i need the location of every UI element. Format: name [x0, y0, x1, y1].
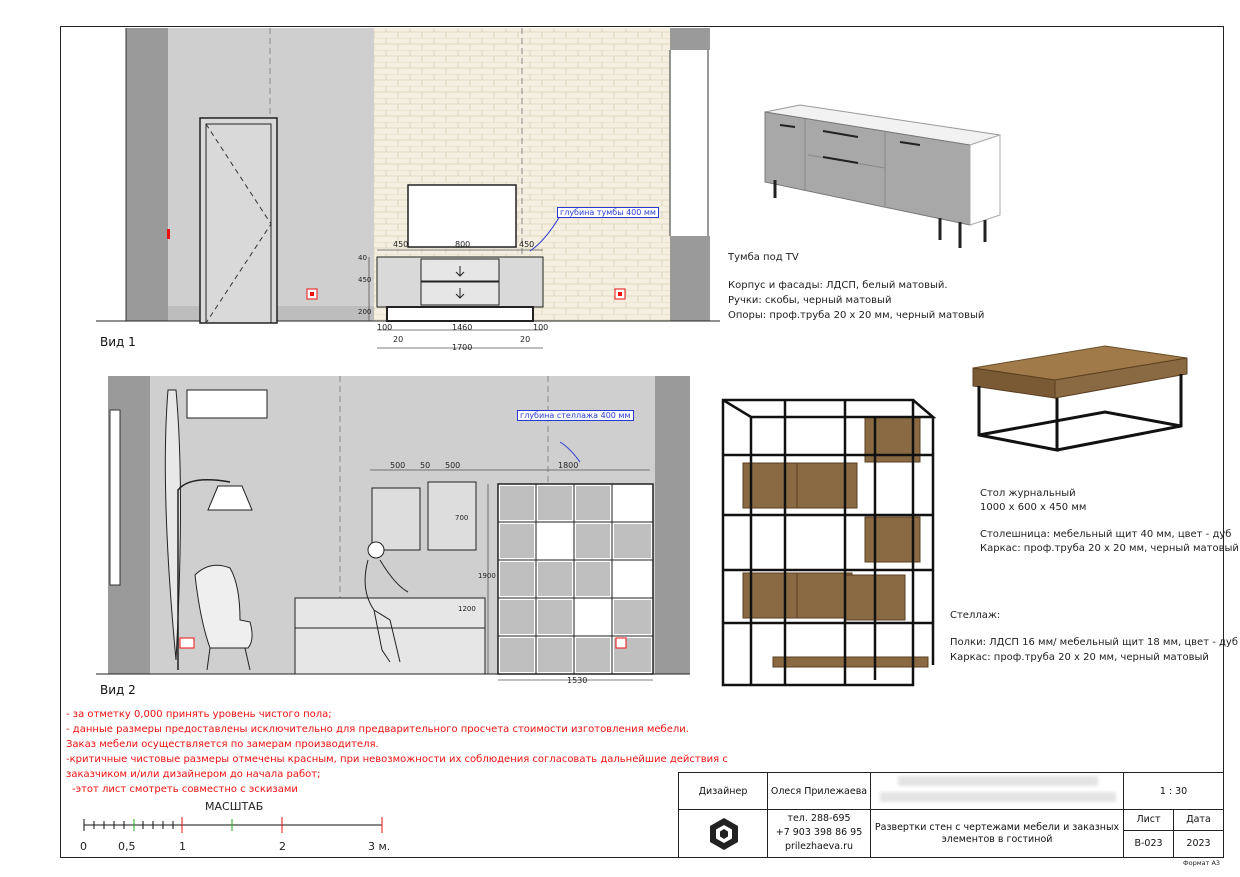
sheet-label: Лист	[1136, 814, 1161, 825]
tv-stand-title: Тумба под TV	[728, 252, 799, 263]
rack-depth-note: глубина стеллажа 400 мм	[517, 410, 634, 421]
designer-name: Олеся Прилежаева	[770, 786, 868, 797]
view-1-label: Вид 1	[100, 335, 136, 349]
dim-800: 800	[455, 240, 471, 249]
dim-1900: 1900	[478, 572, 496, 580]
elevation-view-1	[90, 26, 730, 356]
rack-illustration	[715, 395, 945, 690]
note-2: - данные размеры предоставлены исключительно для предварительного просчета стоимости изготовления мебели.	[66, 724, 689, 735]
tv-stand-line-1: Корпус и фасады: ЛДСП, белый матовый.	[728, 280, 948, 291]
sheet-title: Развертки стен с чертежами мебели и заказных элементов в гостиной	[874, 822, 1120, 845]
view-2-label: Вид 2	[100, 683, 136, 697]
phone-1: тел. 288-695	[787, 813, 851, 824]
rack-title: Стеллаж:	[950, 610, 1001, 621]
tv-stand-line-2: Ручки: скобы, черный матовый	[728, 295, 892, 306]
note-4: -критичные чистовые размеры отмечены красным, при невозможности их соблюдения согласовать дальнейшие действия с	[66, 754, 728, 765]
dim-20-right: 20	[520, 335, 531, 344]
note-1: - за отметку 0,000 принять уровень чистого пола;	[66, 709, 332, 720]
coffee-table-title: Стол журнальный	[980, 488, 1076, 499]
paper-format: Формат А3	[1183, 859, 1221, 867]
dim-450-vertical: 450	[358, 276, 372, 284]
blurred-address	[880, 792, 1116, 802]
scale-tick-0: 0	[80, 840, 87, 853]
year: 2023	[1186, 838, 1211, 849]
scale-tick-1: 1	[179, 840, 186, 853]
dim-1700: 1700	[452, 343, 473, 352]
scale-bar	[80, 815, 390, 837]
dim-200: 200	[358, 308, 372, 316]
note-6: -этот лист смотреть совместно с эскизами	[72, 784, 298, 795]
scale-value: 1 : 30	[1159, 786, 1188, 797]
blurred-address	[898, 776, 1098, 786]
designer-label: Дизайнер	[698, 786, 748, 797]
dim-50: 50	[420, 461, 431, 470]
dim-1800: 1800	[558, 461, 579, 470]
sheet-number: В-023	[1134, 838, 1163, 849]
website: prilezhaeva.ru	[784, 841, 854, 852]
coffee-table-line-2: Каркас: проф.труба 20 х 20 мм, черный матовый	[980, 543, 1239, 554]
rack-line-1: Полки: ЛДСП 16 мм/ мебельный щит 18 мм, цвет - дуб	[950, 637, 1238, 648]
tv-depth-note: глубина тумбы 400 мм	[557, 207, 659, 218]
scale-bar-title: МАСШТАБ	[205, 800, 264, 813]
scale-tick-3: 3 м.	[368, 840, 391, 853]
rack-line-2: Каркас: проф.труба 20 х 20 мм, черный матовый	[950, 652, 1209, 663]
dim-1530: 1530	[567, 676, 588, 685]
note-3: Заказ мебели осуществляется по замерам производителя.	[66, 739, 379, 750]
dim-100-left: 100	[377, 323, 393, 332]
scale-tick-2: 2	[279, 840, 286, 853]
phone-2: +7 903 398 86 95	[775, 827, 863, 838]
coffee-table-size: 1000 х 600 х 450 мм	[980, 502, 1087, 513]
dim-20-left: 20	[393, 335, 404, 344]
logo-icon	[706, 816, 742, 852]
coffee-table-line-1: Столешница: мебельный щит 40 мм, цвет - дуб	[980, 529, 1232, 540]
dim-450-left: 450	[393, 240, 409, 249]
dim-500-right: 500	[445, 461, 461, 470]
date-label: Дата	[1186, 814, 1211, 825]
tv-stand-line-3: Опоры: проф.труба 20 х 20 мм, черный матовый	[728, 310, 985, 321]
dim-700: 700	[455, 514, 469, 522]
note-5: заказчиком и/или дизайнером до начала работ;	[66, 769, 321, 780]
coffee-table-illustration	[965, 340, 1195, 470]
dim-450-right: 450	[519, 240, 535, 249]
scale-tick-05: 0,5	[118, 840, 136, 853]
dim-100-right: 100	[533, 323, 549, 332]
dim-40: 40	[358, 254, 367, 262]
tv-stand-illustration	[760, 100, 1010, 250]
dim-1460: 1460	[452, 323, 473, 332]
dim-1200: 1200	[458, 605, 476, 613]
dim-500-left: 500	[390, 461, 406, 470]
